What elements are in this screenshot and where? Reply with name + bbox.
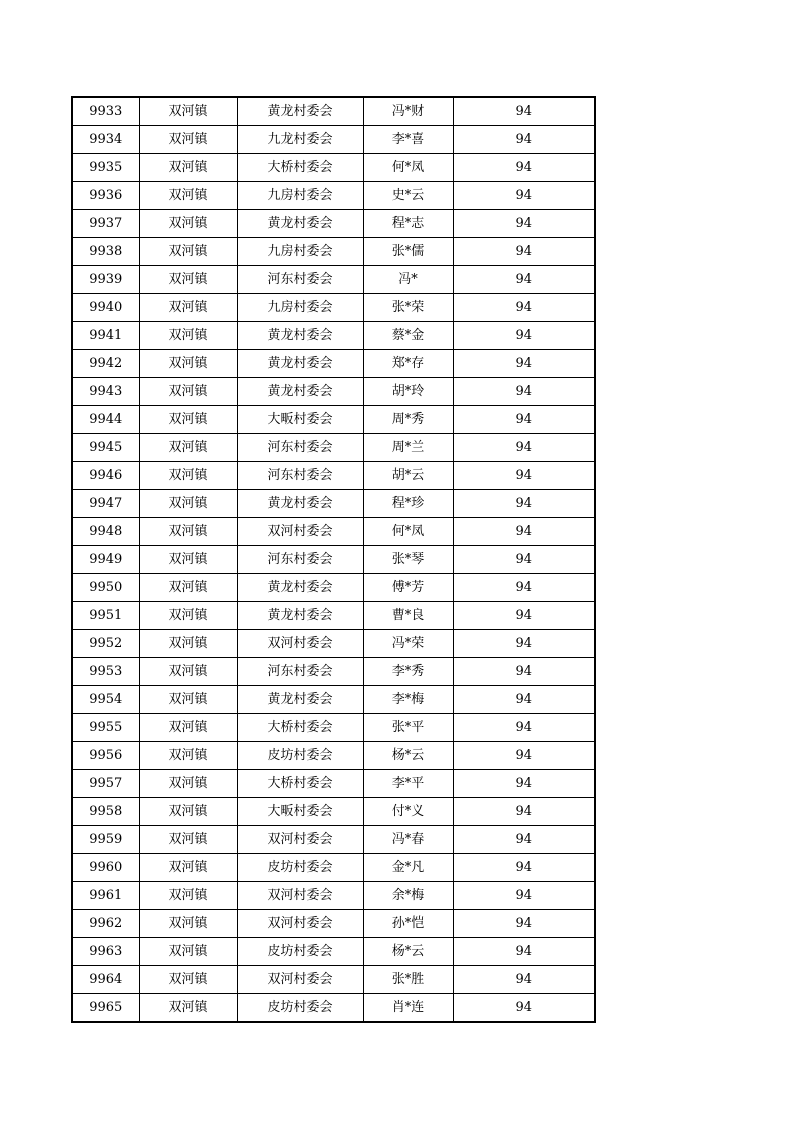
table-row — [72, 938, 595, 966]
score-cell: 94 — [453, 126, 595, 154]
score-cell: 94 — [453, 602, 595, 630]
name-cell: 杨*云 — [363, 938, 453, 966]
score-cell: 94 — [453, 518, 595, 546]
name-cell: 曹*良 — [363, 602, 453, 630]
town-cell: 双河镇 — [139, 826, 237, 854]
town-cell: 双河镇 — [139, 630, 237, 658]
score-cell: 94 — [453, 462, 595, 490]
score-cell: 94 — [453, 630, 595, 658]
town-cell: 双河镇 — [139, 658, 237, 686]
village-committee-cell: 大桥村委会 — [237, 154, 363, 182]
score-cell: 94 — [453, 658, 595, 686]
table-row — [72, 826, 595, 854]
serial-number-cell: 9934 — [72, 126, 139, 154]
village-committee-cell: 黄龙村委会 — [237, 210, 363, 238]
score-cell: 94 — [453, 910, 595, 938]
town-cell: 双河镇 — [139, 854, 237, 882]
serial-number-cell: 9939 — [72, 266, 139, 294]
serial-number-cell: 9951 — [72, 602, 139, 630]
town-cell: 双河镇 — [139, 574, 237, 602]
village-committee-cell: 双河村委会 — [237, 826, 363, 854]
score-cell: 94 — [453, 770, 595, 798]
score-cell: 94 — [453, 182, 595, 210]
serial-number-cell: 9958 — [72, 798, 139, 826]
village-committee-cell: 大畈村委会 — [237, 798, 363, 826]
name-cell: 傅*芳 — [363, 574, 453, 602]
score-cell: 94 — [453, 266, 595, 294]
score-cell: 94 — [453, 406, 595, 434]
town-cell: 双河镇 — [139, 266, 237, 294]
town-cell: 双河镇 — [139, 518, 237, 546]
table-row — [72, 378, 595, 406]
name-cell: 程*珍 — [363, 490, 453, 518]
serial-number-cell: 9964 — [72, 966, 139, 994]
serial-number-cell: 9963 — [72, 938, 139, 966]
table-row — [72, 294, 595, 322]
village-committee-cell: 黄龙村委会 — [237, 378, 363, 406]
name-cell: 李*喜 — [363, 126, 453, 154]
serial-number-cell: 9945 — [72, 434, 139, 462]
table-row — [72, 910, 595, 938]
score-cell: 94 — [453, 882, 595, 910]
score-cell: 94 — [453, 378, 595, 406]
town-cell: 双河镇 — [139, 406, 237, 434]
town-cell: 双河镇 — [139, 882, 237, 910]
village-committee-cell: 河东村委会 — [237, 546, 363, 574]
village-committee-cell: 黄龙村委会 — [237, 490, 363, 518]
town-cell: 双河镇 — [139, 97, 237, 126]
town-cell: 双河镇 — [139, 182, 237, 210]
village-committee-cell: 大畈村委会 — [237, 406, 363, 434]
score-cell: 94 — [453, 97, 595, 126]
village-committee-cell: 大桥村委会 — [237, 714, 363, 742]
table-row — [72, 882, 595, 910]
score-cell: 94 — [453, 546, 595, 574]
table-row — [72, 798, 595, 826]
name-cell: 金*凡 — [363, 854, 453, 882]
name-cell: 余*梅 — [363, 882, 453, 910]
name-cell: 李*梅 — [363, 686, 453, 714]
town-cell: 双河镇 — [139, 126, 237, 154]
name-cell: 冯*春 — [363, 826, 453, 854]
town-cell: 双河镇 — [139, 490, 237, 518]
table-body — [72, 97, 595, 1022]
table-row — [72, 966, 595, 994]
serial-number-cell: 9937 — [72, 210, 139, 238]
village-committee-cell: 黄龙村委会 — [237, 322, 363, 350]
town-cell: 双河镇 — [139, 434, 237, 462]
table-row — [72, 182, 595, 210]
town-cell: 双河镇 — [139, 322, 237, 350]
town-cell: 双河镇 — [139, 686, 237, 714]
table-row — [72, 518, 595, 546]
name-cell: 冯* — [363, 266, 453, 294]
serial-number-cell: 9941 — [72, 322, 139, 350]
score-cell: 94 — [453, 294, 595, 322]
name-cell: 李*秀 — [363, 658, 453, 686]
village-committee-cell: 黄龙村委会 — [237, 602, 363, 630]
name-cell: 张*荣 — [363, 294, 453, 322]
serial-number-cell: 9950 — [72, 574, 139, 602]
serial-number-cell: 9959 — [72, 826, 139, 854]
village-committee-cell: 九房村委会 — [237, 294, 363, 322]
village-committee-cell: 河东村委会 — [237, 658, 363, 686]
name-cell: 冯*荣 — [363, 630, 453, 658]
table-row — [72, 546, 595, 574]
village-committee-cell: 九房村委会 — [237, 238, 363, 266]
name-cell: 胡*玲 — [363, 378, 453, 406]
serial-number-cell: 9944 — [72, 406, 139, 434]
village-committee-cell: 皮坊村委会 — [237, 854, 363, 882]
village-committee-cell: 河东村委会 — [237, 462, 363, 490]
village-committee-cell: 双河村委会 — [237, 910, 363, 938]
town-cell: 双河镇 — [139, 770, 237, 798]
serial-number-cell: 9952 — [72, 630, 139, 658]
table-row — [72, 210, 595, 238]
village-committee-cell: 皮坊村委会 — [237, 994, 363, 1023]
table-row — [72, 154, 595, 182]
table-row — [72, 322, 595, 350]
name-cell: 张*平 — [363, 714, 453, 742]
village-committee-cell: 河东村委会 — [237, 434, 363, 462]
village-committee-cell: 皮坊村委会 — [237, 938, 363, 966]
score-cell: 94 — [453, 490, 595, 518]
name-cell: 肖*连 — [363, 994, 453, 1023]
town-cell: 双河镇 — [139, 546, 237, 574]
town-cell: 双河镇 — [139, 378, 237, 406]
town-cell: 双河镇 — [139, 350, 237, 378]
name-cell: 程*志 — [363, 210, 453, 238]
serial-number-cell: 9947 — [72, 490, 139, 518]
score-cell: 94 — [453, 714, 595, 742]
table-row — [72, 406, 595, 434]
village-committee-cell: 大桥村委会 — [237, 770, 363, 798]
table-row — [72, 350, 595, 378]
village-committee-cell: 双河村委会 — [237, 882, 363, 910]
village-committee-cell: 双河村委会 — [237, 630, 363, 658]
name-cell: 杨*云 — [363, 742, 453, 770]
name-cell: 冯*财 — [363, 97, 453, 126]
town-cell: 双河镇 — [139, 154, 237, 182]
score-cell: 94 — [453, 238, 595, 266]
village-committee-cell: 九龙村委会 — [237, 126, 363, 154]
table-row — [72, 126, 595, 154]
table-row — [72, 97, 595, 126]
serial-number-cell: 9949 — [72, 546, 139, 574]
name-cell: 郑*存 — [363, 350, 453, 378]
serial-number-cell: 9942 — [72, 350, 139, 378]
score-cell: 94 — [453, 994, 595, 1023]
town-cell: 双河镇 — [139, 462, 237, 490]
serial-number-cell: 9936 — [72, 182, 139, 210]
score-cell: 94 — [453, 798, 595, 826]
village-committee-cell: 皮坊村委会 — [237, 742, 363, 770]
name-cell: 张*琴 — [363, 546, 453, 574]
score-cell: 94 — [453, 938, 595, 966]
serial-number-cell: 9943 — [72, 378, 139, 406]
name-cell: 何*凤 — [363, 518, 453, 546]
table-row — [72, 742, 595, 770]
score-cell: 94 — [453, 350, 595, 378]
table-row — [72, 434, 595, 462]
town-cell: 双河镇 — [139, 938, 237, 966]
name-cell: 张*胜 — [363, 966, 453, 994]
score-cell: 94 — [453, 686, 595, 714]
serial-number-cell: 9954 — [72, 686, 139, 714]
table-row — [72, 238, 595, 266]
name-cell: 蔡*金 — [363, 322, 453, 350]
serial-number-cell: 9953 — [72, 658, 139, 686]
town-cell: 双河镇 — [139, 602, 237, 630]
table-row — [72, 630, 595, 658]
serial-number-cell: 9965 — [72, 994, 139, 1023]
score-cell: 94 — [453, 434, 595, 462]
serial-number-cell: 9933 — [72, 97, 139, 126]
serial-number-cell: 9955 — [72, 714, 139, 742]
serial-number-cell: 9962 — [72, 910, 139, 938]
name-cell: 李*平 — [363, 770, 453, 798]
table-row — [72, 994, 595, 1023]
score-cell: 94 — [453, 574, 595, 602]
name-cell: 付*义 — [363, 798, 453, 826]
name-cell: 张*儒 — [363, 238, 453, 266]
serial-number-cell: 9960 — [72, 854, 139, 882]
table-row — [72, 462, 595, 490]
serial-number-cell: 9940 — [72, 294, 139, 322]
table-row — [72, 686, 595, 714]
table-row — [72, 854, 595, 882]
table-row — [72, 574, 595, 602]
score-cell: 94 — [453, 154, 595, 182]
serial-number-cell: 9957 — [72, 770, 139, 798]
town-cell: 双河镇 — [139, 966, 237, 994]
village-committee-cell: 双河村委会 — [237, 966, 363, 994]
town-cell: 双河镇 — [139, 910, 237, 938]
serial-number-cell: 9938 — [72, 238, 139, 266]
name-cell: 胡*云 — [363, 462, 453, 490]
score-cell: 94 — [453, 742, 595, 770]
score-cell: 94 — [453, 854, 595, 882]
town-cell: 双河镇 — [139, 210, 237, 238]
village-committee-cell: 黄龙村委会 — [237, 686, 363, 714]
town-cell: 双河镇 — [139, 798, 237, 826]
village-committee-cell: 九房村委会 — [237, 182, 363, 210]
town-cell: 双河镇 — [139, 994, 237, 1023]
table-row — [72, 770, 595, 798]
village-committee-cell: 黄龙村委会 — [237, 350, 363, 378]
table-row — [72, 602, 595, 630]
village-committee-cell: 黄龙村委会 — [237, 574, 363, 602]
town-cell: 双河镇 — [139, 294, 237, 322]
town-cell: 双河镇 — [139, 238, 237, 266]
serial-number-cell: 9956 — [72, 742, 139, 770]
score-cell: 94 — [453, 826, 595, 854]
score-cell: 94 — [453, 322, 595, 350]
name-cell: 周*兰 — [363, 434, 453, 462]
village-committee-cell: 双河村委会 — [237, 518, 363, 546]
score-cell: 94 — [453, 966, 595, 994]
score-cell: 94 — [453, 210, 595, 238]
town-cell: 双河镇 — [139, 714, 237, 742]
name-cell: 史*云 — [363, 182, 453, 210]
village-committee-cell: 河东村委会 — [237, 266, 363, 294]
serial-number-cell: 9948 — [72, 518, 139, 546]
serial-number-cell: 9935 — [72, 154, 139, 182]
name-cell: 何*凤 — [363, 154, 453, 182]
serial-number-cell: 9961 — [72, 882, 139, 910]
table-row — [72, 266, 595, 294]
town-cell: 双河镇 — [139, 742, 237, 770]
table-row — [72, 658, 595, 686]
village-committee-cell: 黄龙村委会 — [237, 97, 363, 126]
table-row — [72, 490, 595, 518]
table-row — [72, 714, 595, 742]
name-cell: 周*秀 — [363, 406, 453, 434]
serial-number-cell: 9946 — [72, 462, 139, 490]
name-cell: 孙*恺 — [363, 910, 453, 938]
data-table — [71, 96, 596, 1023]
